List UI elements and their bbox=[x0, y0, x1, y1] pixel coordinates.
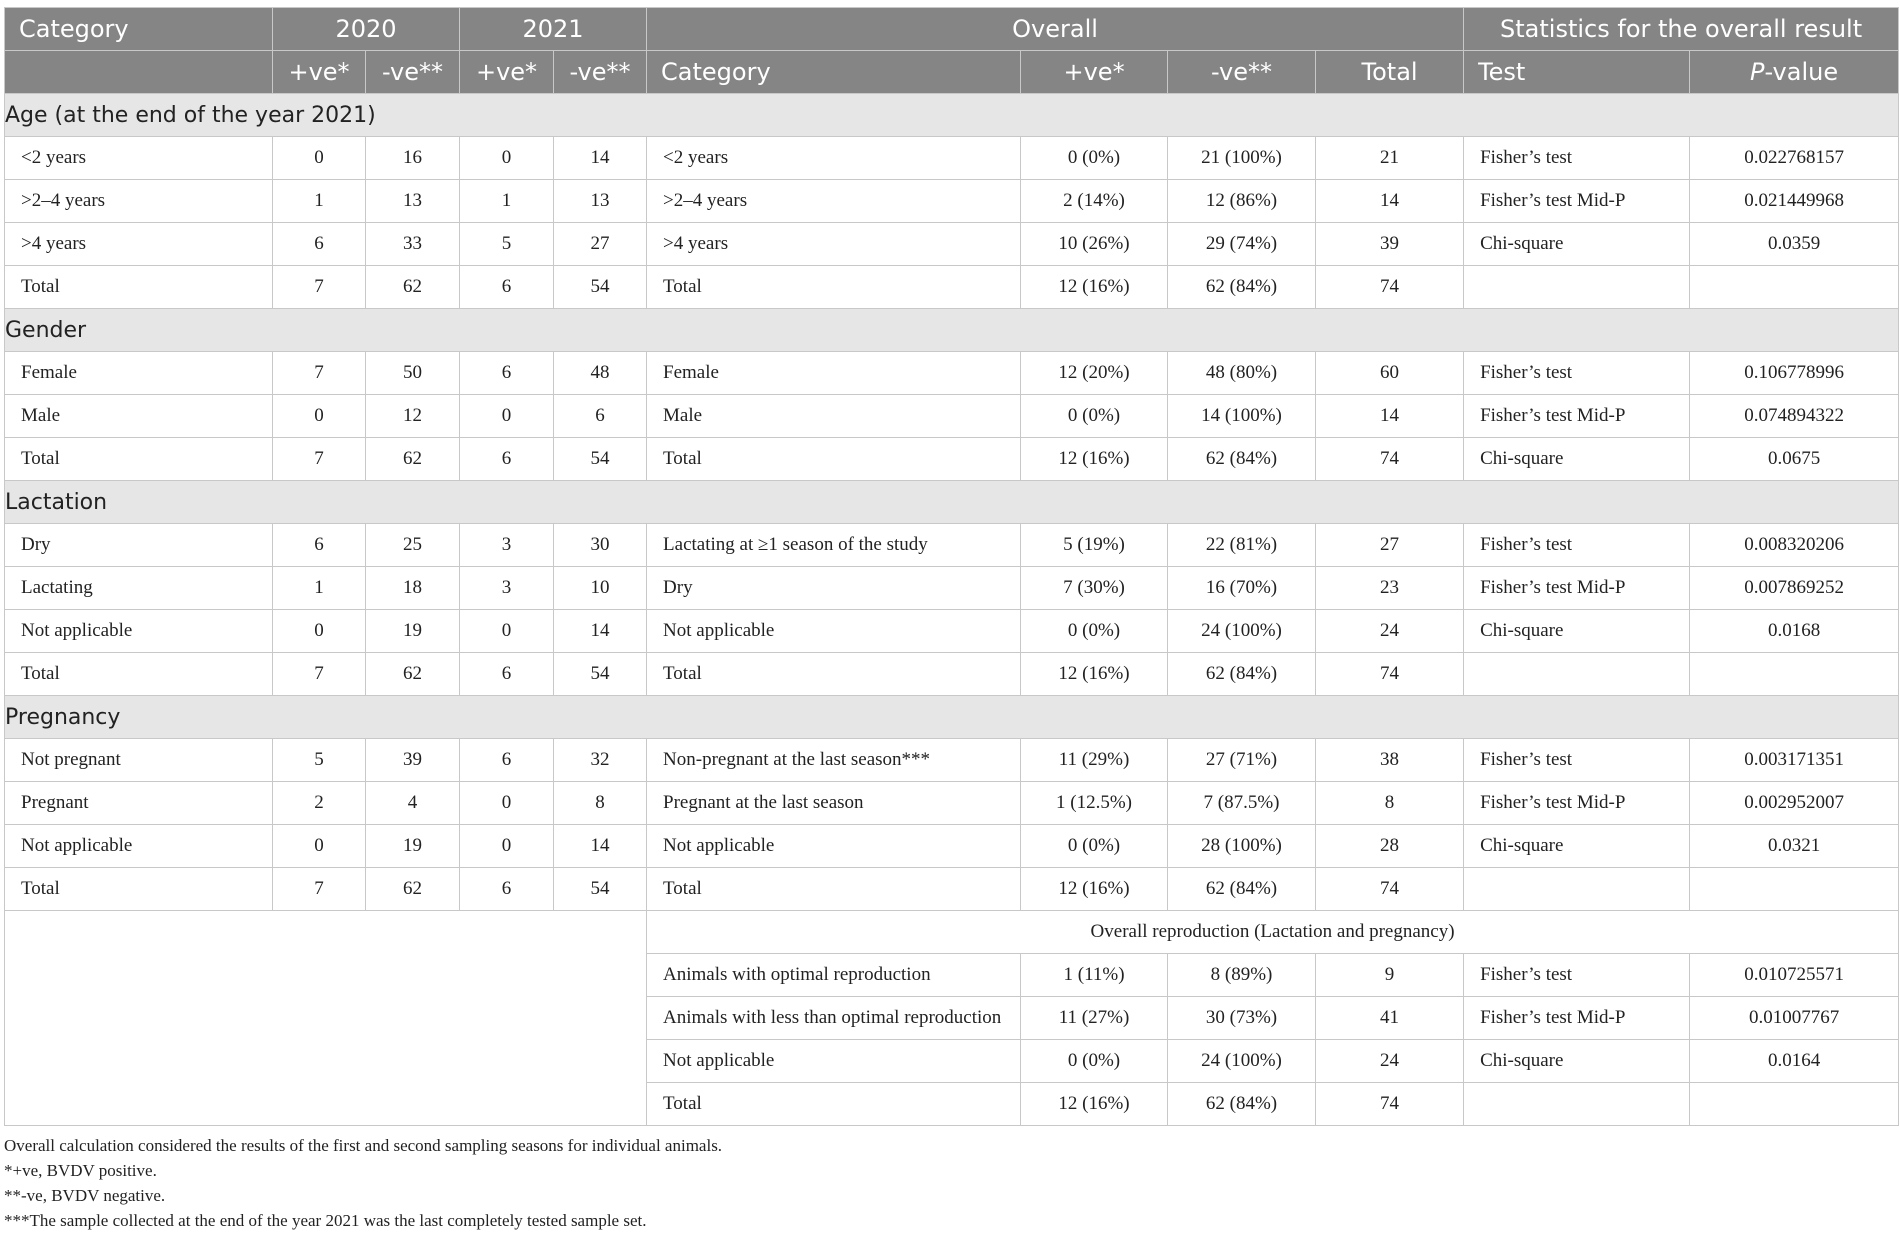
p-value-cell: 0.007869252 bbox=[1690, 567, 1899, 610]
pos-2020-cell: 7 bbox=[273, 868, 366, 911]
neg-2020-cell: 62 bbox=[366, 438, 460, 481]
category-cell: Not applicable bbox=[5, 825, 273, 868]
neg-2021-cell: 54 bbox=[554, 653, 647, 696]
neg-2020-cell: 62 bbox=[366, 868, 460, 911]
overall-category-cell: Animals with less than optimal reproduction bbox=[647, 997, 1021, 1040]
neg-2021-cell: 6 bbox=[554, 395, 647, 438]
header-overall-total: Total bbox=[1316, 51, 1464, 94]
overall-neg-cell: 14 (100%) bbox=[1168, 395, 1316, 438]
p-value-suffix: -value bbox=[1764, 58, 1839, 86]
pos-2021-cell: 0 bbox=[460, 782, 554, 825]
overall-pos-cell: 1 (11%) bbox=[1021, 954, 1168, 997]
overall-total-cell: 38 bbox=[1316, 739, 1464, 782]
test-cell bbox=[1464, 1083, 1690, 1126]
overall-pos-cell: 7 (30%) bbox=[1021, 567, 1168, 610]
pos-2021-cell: 3 bbox=[460, 567, 554, 610]
reproduction-title: Overall reproduction (Lactation and pregnancy) bbox=[647, 911, 1899, 954]
overall-neg-cell: 21 (100%) bbox=[1168, 137, 1316, 180]
header-2021-neg: -ve** bbox=[554, 51, 647, 94]
footnotes bbox=[4, 1133, 722, 1233]
category-cell: Total bbox=[5, 868, 273, 911]
overall-pos-cell: 12 (16%) bbox=[1021, 438, 1168, 481]
p-value-cell: 0.0359 bbox=[1690, 223, 1899, 266]
overall-neg-cell: 16 (70%) bbox=[1168, 567, 1316, 610]
neg-2021-cell: 30 bbox=[554, 524, 647, 567]
category-cell: Pregnant bbox=[5, 782, 273, 825]
overall-total-cell: 14 bbox=[1316, 395, 1464, 438]
pos-2021-cell: 6 bbox=[460, 352, 554, 395]
table-body bbox=[5, 94, 1899, 1126]
overall-pos-cell: 12 (16%) bbox=[1021, 1083, 1168, 1126]
overall-total-cell: 23 bbox=[1316, 567, 1464, 610]
p-value-cell: 0.0321 bbox=[1690, 825, 1899, 868]
overall-category-cell: Female bbox=[647, 352, 1021, 395]
overall-neg-cell: 48 (80%) bbox=[1168, 352, 1316, 395]
pos-2021-cell: 6 bbox=[460, 653, 554, 696]
category-cell: Dry bbox=[5, 524, 273, 567]
table-row bbox=[5, 137, 1899, 180]
overall-category-cell: Not applicable bbox=[647, 825, 1021, 868]
pos-2020-cell: 6 bbox=[273, 524, 366, 567]
overall-total-cell: 21 bbox=[1316, 137, 1464, 180]
category-cell: Total bbox=[5, 653, 273, 696]
neg-2021-cell: 14 bbox=[554, 825, 647, 868]
pos-2021-cell: 0 bbox=[460, 610, 554, 653]
p-value-cell bbox=[1690, 266, 1899, 309]
header-p-value bbox=[1690, 51, 1899, 94]
overall-pos-cell: 0 (0%) bbox=[1021, 1040, 1168, 1083]
overall-pos-cell: 0 (0%) bbox=[1021, 137, 1168, 180]
pos-2020-cell: 1 bbox=[273, 567, 366, 610]
test-cell: Fisher’s test bbox=[1464, 739, 1690, 782]
overall-neg-cell: 29 (74%) bbox=[1168, 223, 1316, 266]
footnote: **-ve, BVDV negative. bbox=[4, 1186, 166, 1205]
footnote: *+ve, BVDV positive. bbox=[4, 1161, 157, 1180]
overall-category-cell: Dry bbox=[647, 567, 1021, 610]
overall-neg-cell: 62 (84%) bbox=[1168, 266, 1316, 309]
header-test: Test bbox=[1464, 51, 1690, 94]
overall-category-cell: Total bbox=[647, 266, 1021, 309]
test-cell: Chi-square bbox=[1464, 438, 1690, 481]
overall-pos-cell: 1 (12.5%) bbox=[1021, 782, 1168, 825]
pos-2020-cell: 7 bbox=[273, 653, 366, 696]
overall-total-cell: 8 bbox=[1316, 782, 1464, 825]
section-title: Pregnancy bbox=[5, 696, 1899, 739]
pos-2020-cell: 2 bbox=[273, 782, 366, 825]
table-row bbox=[5, 782, 1899, 825]
neg-2020-cell: 4 bbox=[366, 782, 460, 825]
overall-category-cell: Total bbox=[647, 653, 1021, 696]
neg-2021-cell: 48 bbox=[554, 352, 647, 395]
p-value-cell bbox=[1690, 1083, 1899, 1126]
p-value-cell: 0.0675 bbox=[1690, 438, 1899, 481]
overall-category-cell: >4 years bbox=[647, 223, 1021, 266]
reproduction-title-row bbox=[5, 911, 1899, 954]
test-cell: Chi-square bbox=[1464, 223, 1690, 266]
table-row bbox=[5, 395, 1899, 438]
section-title: Lactation bbox=[5, 481, 1899, 524]
category-cell: Not applicable bbox=[5, 610, 273, 653]
pos-2021-cell: 6 bbox=[460, 868, 554, 911]
overall-pos-cell: 12 (16%) bbox=[1021, 868, 1168, 911]
section-title: Gender bbox=[5, 309, 1899, 352]
pos-2021-cell: 1 bbox=[460, 180, 554, 223]
neg-2020-cell: 19 bbox=[366, 825, 460, 868]
category-cell: >4 years bbox=[5, 223, 273, 266]
neg-2020-cell: 19 bbox=[366, 610, 460, 653]
overall-total-cell: 74 bbox=[1316, 653, 1464, 696]
neg-2021-cell: 13 bbox=[554, 180, 647, 223]
test-cell: Chi-square bbox=[1464, 1040, 1690, 1083]
header-2020-neg: -ve** bbox=[366, 51, 460, 94]
section-header-row bbox=[5, 94, 1899, 137]
pos-2020-cell: 0 bbox=[273, 137, 366, 180]
overall-total-cell: 74 bbox=[1316, 1083, 1464, 1126]
neg-2020-cell: 33 bbox=[366, 223, 460, 266]
neg-2020-cell: 13 bbox=[366, 180, 460, 223]
table-row bbox=[5, 739, 1899, 782]
header-2020-pos: +ve* bbox=[273, 51, 366, 94]
p-value-cell bbox=[1690, 653, 1899, 696]
overall-pos-cell: 12 (16%) bbox=[1021, 653, 1168, 696]
overall-pos-cell: 12 (20%) bbox=[1021, 352, 1168, 395]
neg-2020-cell: 39 bbox=[366, 739, 460, 782]
overall-pos-cell: 11 (29%) bbox=[1021, 739, 1168, 782]
p-value-cell: 0.0168 bbox=[1690, 610, 1899, 653]
overall-category-cell: Total bbox=[647, 438, 1021, 481]
footnote: ***The sample collected at the end of the year 2021 was the last completely tested sample set. bbox=[4, 1211, 647, 1230]
table-row bbox=[5, 524, 1899, 567]
overall-total-cell: 28 bbox=[1316, 825, 1464, 868]
overall-neg-cell: 62 (84%) bbox=[1168, 653, 1316, 696]
category-cell: Male bbox=[5, 395, 273, 438]
table-row bbox=[5, 180, 1899, 223]
pos-2021-cell: 0 bbox=[460, 137, 554, 180]
header-year-2020: 2020 bbox=[273, 8, 460, 51]
neg-2020-cell: 18 bbox=[366, 567, 460, 610]
test-cell bbox=[1464, 266, 1690, 309]
category-cell: Lactating bbox=[5, 567, 273, 610]
p-value-cell: 0.002952007 bbox=[1690, 782, 1899, 825]
header-overall-pos: +ve* bbox=[1021, 51, 1168, 94]
overall-category-cell: Total bbox=[647, 1083, 1021, 1126]
overall-category-cell: Total bbox=[647, 868, 1021, 911]
neg-2021-cell: 14 bbox=[554, 610, 647, 653]
neg-2021-cell: 32 bbox=[554, 739, 647, 782]
neg-2020-cell: 25 bbox=[366, 524, 460, 567]
overall-pos-cell: 0 (0%) bbox=[1021, 610, 1168, 653]
neg-2021-cell: 14 bbox=[554, 137, 647, 180]
overall-neg-cell: 30 (73%) bbox=[1168, 997, 1316, 1040]
p-value-cell: 0.003171351 bbox=[1690, 739, 1899, 782]
overall-pos-cell: 2 (14%) bbox=[1021, 180, 1168, 223]
header-row-2 bbox=[5, 51, 1899, 94]
category-cell: Female bbox=[5, 352, 273, 395]
header-blank bbox=[5, 51, 273, 94]
category-cell: Total bbox=[5, 266, 273, 309]
overall-category-cell: Not applicable bbox=[647, 1040, 1021, 1083]
pos-2021-cell: 0 bbox=[460, 825, 554, 868]
test-cell: Chi-square bbox=[1464, 825, 1690, 868]
p-italic: P bbox=[1750, 58, 1765, 86]
header-statistics: Statistics for the overall result bbox=[1464, 8, 1899, 51]
footnote: Overall calculation considered the results of the first and second sampling seasons for individual animals. bbox=[4, 1136, 723, 1155]
header-category: Category bbox=[5, 8, 273, 51]
overall-total-cell: 9 bbox=[1316, 954, 1464, 997]
pos-2021-cell: 5 bbox=[460, 223, 554, 266]
test-cell: Fisher’s test Mid-P bbox=[1464, 395, 1690, 438]
header-row-1 bbox=[5, 8, 1899, 51]
overall-pos-cell: 0 (0%) bbox=[1021, 825, 1168, 868]
overall-category-cell: Not applicable bbox=[647, 610, 1021, 653]
pos-2020-cell: 7 bbox=[273, 266, 366, 309]
overall-neg-cell: 12 (86%) bbox=[1168, 180, 1316, 223]
neg-2020-cell: 12 bbox=[366, 395, 460, 438]
p-value-cell: 0.106778996 bbox=[1690, 352, 1899, 395]
test-cell bbox=[1464, 653, 1690, 696]
table-row bbox=[5, 610, 1899, 653]
overall-neg-cell: 62 (84%) bbox=[1168, 438, 1316, 481]
p-value-cell: 0.021449968 bbox=[1690, 180, 1899, 223]
pos-2020-cell: 1 bbox=[273, 180, 366, 223]
section-header-row bbox=[5, 481, 1899, 524]
overall-neg-cell: 24 (100%) bbox=[1168, 1040, 1316, 1083]
pos-2020-cell: 6 bbox=[273, 223, 366, 266]
test-cell bbox=[1464, 868, 1690, 911]
neg-2020-cell: 50 bbox=[366, 352, 460, 395]
table-row bbox=[5, 567, 1899, 610]
pos-2021-cell: 3 bbox=[460, 524, 554, 567]
overall-category-cell: Lactating at ≥1 season of the study bbox=[647, 524, 1021, 567]
neg-2021-cell: 8 bbox=[554, 782, 647, 825]
header-overall-neg: -ve** bbox=[1168, 51, 1316, 94]
neg-2020-cell: 62 bbox=[366, 266, 460, 309]
test-cell: Fisher’s test Mid-P bbox=[1464, 997, 1690, 1040]
overall-neg-cell: 7 (87.5%) bbox=[1168, 782, 1316, 825]
overall-category-cell: Male bbox=[647, 395, 1021, 438]
overall-total-cell: 14 bbox=[1316, 180, 1464, 223]
pos-2021-cell: 6 bbox=[460, 739, 554, 782]
category-cell: <2 years bbox=[5, 137, 273, 180]
overall-total-cell: 39 bbox=[1316, 223, 1464, 266]
overall-neg-cell: 62 (84%) bbox=[1168, 868, 1316, 911]
overall-pos-cell: 10 (26%) bbox=[1021, 223, 1168, 266]
header-overall: Overall bbox=[647, 8, 1464, 51]
overall-category-cell: Non-pregnant at the last season*** bbox=[647, 739, 1021, 782]
category-cell: Total bbox=[5, 438, 273, 481]
overall-neg-cell: 8 (89%) bbox=[1168, 954, 1316, 997]
pos-2021-cell: 6 bbox=[460, 266, 554, 309]
results-table-container bbox=[4, 7, 1898, 1126]
overall-neg-cell: 27 (71%) bbox=[1168, 739, 1316, 782]
p-value-cell: 0.010725571 bbox=[1690, 954, 1899, 997]
category-cell: >2–4 years bbox=[5, 180, 273, 223]
p-value-cell: 0.008320206 bbox=[1690, 524, 1899, 567]
p-value-cell: 0.01007767 bbox=[1690, 997, 1899, 1040]
overall-total-cell: 60 bbox=[1316, 352, 1464, 395]
overall-pos-cell: 11 (27%) bbox=[1021, 997, 1168, 1040]
test-cell: Fisher’s test Mid-P bbox=[1464, 567, 1690, 610]
neg-2021-cell: 54 bbox=[554, 266, 647, 309]
neg-2021-cell: 27 bbox=[554, 223, 647, 266]
pos-2020-cell: 7 bbox=[273, 438, 366, 481]
overall-category-cell: <2 years bbox=[647, 137, 1021, 180]
section-title: Age (at the end of the year 2021) bbox=[5, 94, 1899, 137]
table-row bbox=[5, 223, 1899, 266]
overall-neg-cell: 62 (84%) bbox=[1168, 1083, 1316, 1126]
overall-pos-cell: 5 (19%) bbox=[1021, 524, 1168, 567]
pos-2021-cell: 6 bbox=[460, 438, 554, 481]
pos-2020-cell: 0 bbox=[273, 395, 366, 438]
neg-2021-cell: 10 bbox=[554, 567, 647, 610]
overall-total-cell: 41 bbox=[1316, 997, 1464, 1040]
p-value-cell: 0.074894322 bbox=[1690, 395, 1899, 438]
p-value-cell: 0.0164 bbox=[1690, 1040, 1899, 1083]
test-cell: Fisher’s test Mid-P bbox=[1464, 782, 1690, 825]
overall-neg-cell: 24 (100%) bbox=[1168, 610, 1316, 653]
category-cell: Not pregnant bbox=[5, 739, 273, 782]
neg-2020-cell: 16 bbox=[366, 137, 460, 180]
table-row bbox=[5, 266, 1899, 309]
test-cell: Fisher’s test Mid-P bbox=[1464, 180, 1690, 223]
results-table bbox=[4, 7, 1899, 1126]
test-cell: Fisher’s test bbox=[1464, 352, 1690, 395]
section-header-row bbox=[5, 309, 1899, 352]
header-overall-category: Category bbox=[647, 51, 1021, 94]
section-header-row bbox=[5, 696, 1899, 739]
table-row bbox=[5, 868, 1899, 911]
table-row bbox=[5, 352, 1899, 395]
table-row bbox=[5, 653, 1899, 696]
overall-pos-cell: 0 (0%) bbox=[1021, 395, 1168, 438]
pos-2020-cell: 5 bbox=[273, 739, 366, 782]
overall-category-cell: >2–4 years bbox=[647, 180, 1021, 223]
neg-2021-cell: 54 bbox=[554, 868, 647, 911]
test-cell: Fisher’s test bbox=[1464, 137, 1690, 180]
header-2021-pos: +ve* bbox=[460, 51, 554, 94]
overall-total-cell: 24 bbox=[1316, 1040, 1464, 1083]
test-cell: Fisher’s test bbox=[1464, 524, 1690, 567]
table-row bbox=[5, 825, 1899, 868]
pos-2021-cell: 0 bbox=[460, 395, 554, 438]
test-cell: Fisher’s test bbox=[1464, 954, 1690, 997]
neg-2020-cell: 62 bbox=[366, 653, 460, 696]
overall-total-cell: 27 bbox=[1316, 524, 1464, 567]
overall-total-cell: 24 bbox=[1316, 610, 1464, 653]
overall-neg-cell: 28 (100%) bbox=[1168, 825, 1316, 868]
overall-total-cell: 74 bbox=[1316, 438, 1464, 481]
header-year-2021: 2021 bbox=[460, 8, 647, 51]
overall-category-cell: Pregnant at the last season bbox=[647, 782, 1021, 825]
p-value-cell: 0.022768157 bbox=[1690, 137, 1899, 180]
neg-2021-cell: 54 bbox=[554, 438, 647, 481]
blank-cell bbox=[5, 911, 647, 1126]
pos-2020-cell: 7 bbox=[273, 352, 366, 395]
pos-2020-cell: 0 bbox=[273, 610, 366, 653]
overall-total-cell: 74 bbox=[1316, 266, 1464, 309]
table-row bbox=[5, 438, 1899, 481]
p-value-cell bbox=[1690, 868, 1899, 911]
overall-category-cell: Animals with optimal reproduction bbox=[647, 954, 1021, 997]
pos-2020-cell: 0 bbox=[273, 825, 366, 868]
overall-total-cell: 74 bbox=[1316, 868, 1464, 911]
overall-pos-cell: 12 (16%) bbox=[1021, 266, 1168, 309]
overall-neg-cell: 22 (81%) bbox=[1168, 524, 1316, 567]
test-cell: Chi-square bbox=[1464, 610, 1690, 653]
